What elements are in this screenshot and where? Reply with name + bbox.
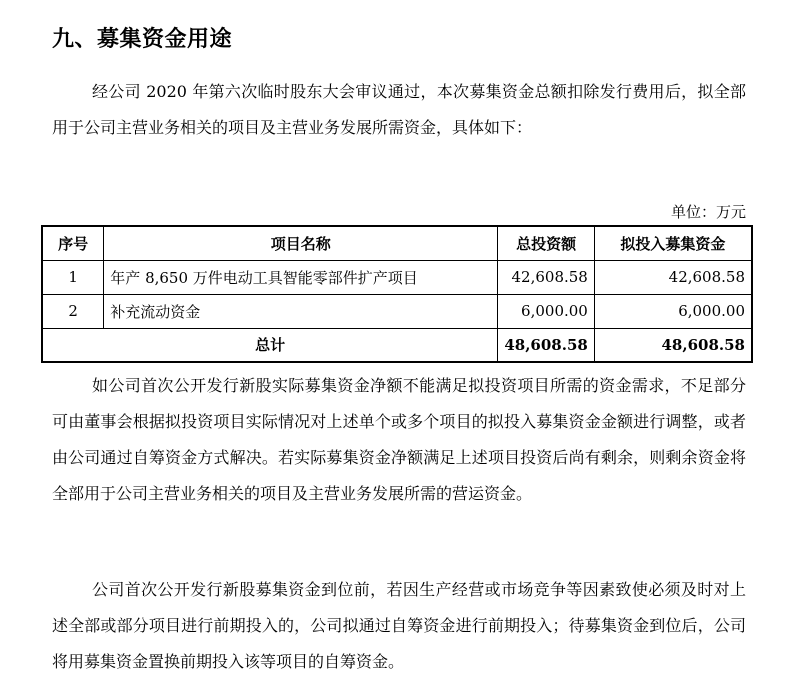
row-total: 6,000.00 [498, 294, 595, 328]
row-total: 42,608.58 [498, 260, 595, 294]
total-label: 总计 [42, 328, 498, 362]
header-total: 总投资额 [498, 226, 595, 260]
total-total: 48,608.58 [498, 328, 595, 362]
table-row [42, 294, 752, 328]
section-title: 九、募集资金用途 [52, 27, 233, 52]
table-row [42, 260, 752, 294]
table-total-row [42, 328, 752, 362]
header-planned: 拟投入募集资金 [594, 226, 752, 260]
advance-paragraph: 公司首次公开发行新股募集资金到位前，若因生产经营或市场竞争等因素致使必须及时对上述全部或部分项目进行前期投入的，公司拟通过自筹资金进行前期投入；待募集资金到位后，公司将用募集资金置换前期投入该等项目的自筹资金。 [52, 580, 746, 671]
row-no: 2 [42, 294, 104, 328]
header-no: 序号 [42, 226, 104, 260]
row-planned: 6,000.00 [594, 294, 752, 328]
total-planned: 48,608.58 [594, 328, 752, 362]
unit-label: 单位：万元 [670, 203, 746, 221]
header-name: 项目名称 [104, 226, 498, 260]
shortfall-paragraph: 如公司首次公开发行新股实际募集资金净额不能满足拟投资项目所需的资金需求，不足部分可由董事会根据拟投资项目实际情况对上述单个或多个项目的拟投入募集资金金额进行调整，或者由公司通过自筹资金方式解决。若实际募集资金净额满足上述项目投资后尚有剩余，则剩余资金将全部用于公司主营业务相关的项目及主营业务发展所需的营运资金。 [52, 376, 746, 503]
fund-usage-table [41, 225, 753, 363]
row-no: 1 [42, 260, 104, 294]
row-name: 补充流动资金 [104, 294, 498, 328]
row-planned: 42,608.58 [594, 260, 752, 294]
intro-paragraph: 经公司 2020 年第六次临时股东大会审议通过，本次募集资金总额扣除发行费用后，拟全部用于公司主营业务相关的项目及主营业务发展所需资金，具体如下： [52, 82, 746, 137]
row-name: 年产 8,650 万件电动工具智能零部件扩产项目 [104, 260, 498, 294]
table-header-row [42, 226, 752, 260]
